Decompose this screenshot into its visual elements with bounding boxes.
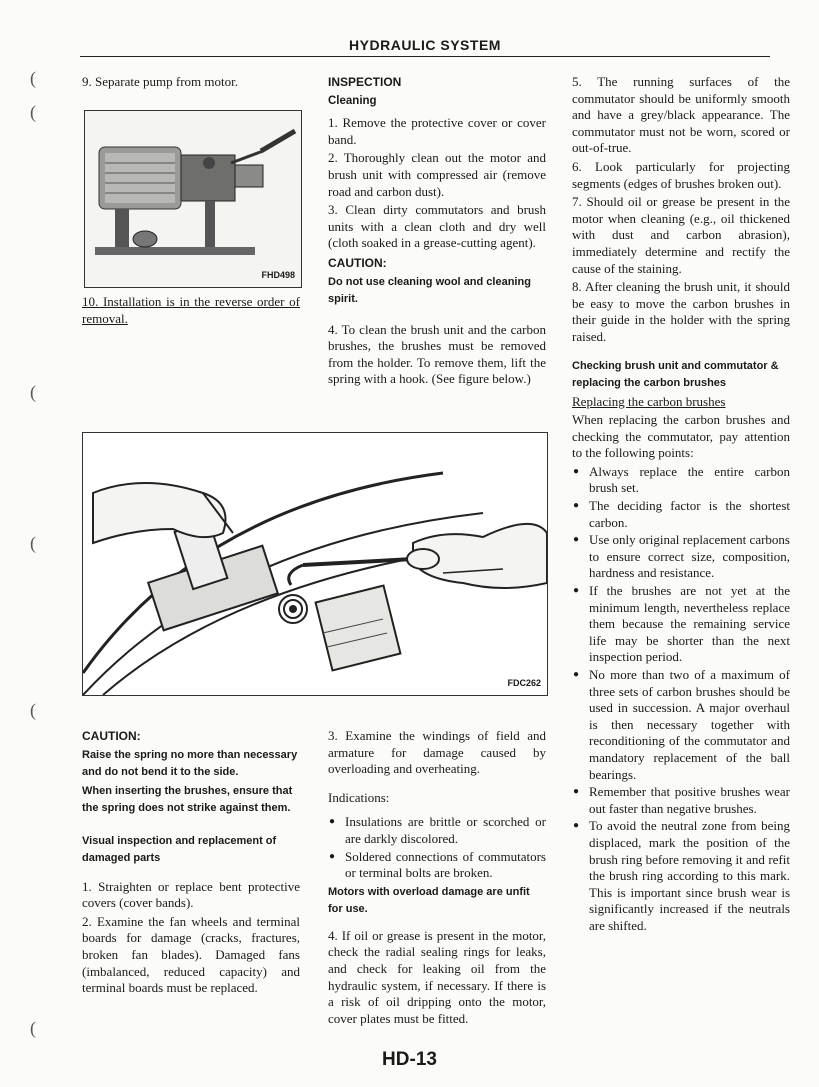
list-item: ● If the brushes are not yet at the minimum length, nevertheless replace them because the remaining service life may be shorter than the next inspection period. — [572, 583, 790, 666]
clean-step-1: 1. Remove the protective cover or cover band. — [328, 115, 546, 147]
step-10: 10. Installation is in the reverse order of removal. — [82, 294, 300, 326]
list-item: ● To avoid the neutral zone from being displaced, mark the position of the brush ring before removing it and refit the brush ring according to this mark. This is important since brush wear is significantly increased if the neutrals are shifted. — [572, 818, 790, 934]
column-1-top — [82, 74, 314, 93]
list-item: ● No more than two of a maximum of three sets of carbon brushes should be used in succession. A major overhaul is then necessary together with reconditioning of the commutator and mandatory replacement of the ball bearings. — [572, 667, 790, 783]
brush-removal-illustration — [83, 433, 547, 695]
visual-step-4: 4. If oil or grease is present in the motor, check the radial sealing rings for leaks, and check for leaking oil from the hydraulic system, if necessary. If there is a risk of oil dripping onto the motor, cover plates must be fitted. — [328, 927, 546, 1026]
binder-mark: ( — [30, 700, 36, 720]
visual-step-2: 2. Examine the fan wheels and terminal boards for damage (cracks, fractures, broken fan blades). Damaged fans (imbalanced, reduced capacity) and terminal boards must be replaced. — [82, 913, 300, 996]
step-9: 9. Separate pump from motor. — [82, 74, 238, 89]
caution-heading: CAUTION: — [328, 255, 387, 270]
list-item: ● Remember that positive brushes wear out faster than negative brushes. — [572, 784, 790, 817]
indications-label: Indications: — [328, 789, 390, 805]
binder-mark: ( — [30, 1018, 36, 1038]
replace-heading: Replacing the carbon brushes — [572, 393, 726, 409]
column-1-step-10 — [82, 294, 300, 329]
indications-list — [328, 814, 546, 881]
list-item: ● The deciding factor is the shortest carbon. — [572, 498, 790, 531]
visual-step-1: 1. Straighten or replace bent protective covers (cover bands). — [82, 878, 300, 911]
inspect-step-8: 8. After cleaning the brush unit, it should be easy to move the carbon brushes in their guide in the holder with the spring raised. — [572, 279, 790, 344]
figure-pump-motor — [84, 110, 302, 288]
visual-inspection-heading: Visual inspection and replacement of damaged parts — [82, 834, 277, 864]
binder-mark: ( — [30, 102, 36, 122]
visual-step-3: 3. Examine the windings of field and armature for damage caused by overloading and overheating. — [328, 728, 546, 777]
clean-step-4: 4. To clean the brush unit and the carbon brushes, the brushes must be removed from the holder. To remove them, lift the spring with a hook. (See figure below.) — [328, 321, 546, 387]
header-rule — [80, 56, 770, 57]
caution-spring: Raise the spring no more than necessary and do not bend it to the side. — [82, 748, 298, 778]
figure-brush-removal — [82, 432, 548, 696]
caution-text: Do not use cleaning wool and cleaning spirit. — [328, 275, 531, 305]
list-item: ● Always replace the entire carbon brush set. — [572, 464, 790, 497]
page-number: HD-13 — [382, 1049, 437, 1070]
list-item: ● Use only original replacement carbons to ensure correct size, composition, hardness and resistance. — [572, 532, 790, 582]
column-2-top — [328, 74, 546, 390]
caution-insert: When inserting the brushes, ensure that the spring does not strike against them. — [82, 784, 293, 814]
caution-heading-2: CAUTION: — [82, 729, 141, 743]
replace-intro: When replacing the carbon brushes and checking the commutator, pay attention to the following points: — [572, 412, 790, 461]
replace-bullets — [572, 464, 790, 935]
list-item: ● Soldered connections of commutators or terminal bolts are broken. — [328, 849, 546, 882]
column-1-bottom — [82, 728, 300, 999]
list-item: ● Insulations are brittle or scorched or are darkly discolored. — [328, 814, 546, 847]
motors-overload-heading: Motors with overload damage are unfit for use. — [328, 885, 530, 915]
clean-step-2: 2. Thoroughly clean out the motor and brush unit with compressed air (remove road and carbon dust). — [328, 150, 546, 199]
inspect-step-7: 7. Should oil or grease be present in the motor when cleaning (e.g., oil thickened with dust and carbon abrasion), immediately determine and rectify the cause of the staining. — [572, 194, 790, 276]
inspection-heading: INSPECTION — [328, 75, 402, 89]
figure-code: FHD498 — [261, 270, 295, 281]
inspect-step-5: 5. The running surfaces of the commutator should be uniformly smooth and have a grey/black appearance. The commutator must not be worn, scored or out-of-true. — [572, 74, 790, 156]
column-3 — [572, 74, 790, 936]
binder-mark: ( — [30, 68, 36, 88]
figure-code: FDC262 — [507, 678, 541, 689]
binder-mark: ( — [30, 533, 36, 553]
clean-step-3: 3. Clean dirty commutators and brush units with a clean cloth and dry well (cloth soaked in a grease-cutting agent). — [328, 202, 546, 251]
page-header: HYDRAULIC SYSTEM — [349, 37, 501, 53]
binder-mark: ( — [30, 382, 36, 402]
pump-motor-illustration — [85, 111, 301, 287]
cleaning-heading: Cleaning — [328, 94, 377, 107]
inspect-step-6: 6. Look particularly for projecting segments (edges of brushes broken out). — [572, 158, 790, 191]
check-brush-heading: Checking brush unit and commutator & replacing the carbon brushes — [572, 359, 779, 389]
column-2-bottom — [328, 728, 546, 1029]
